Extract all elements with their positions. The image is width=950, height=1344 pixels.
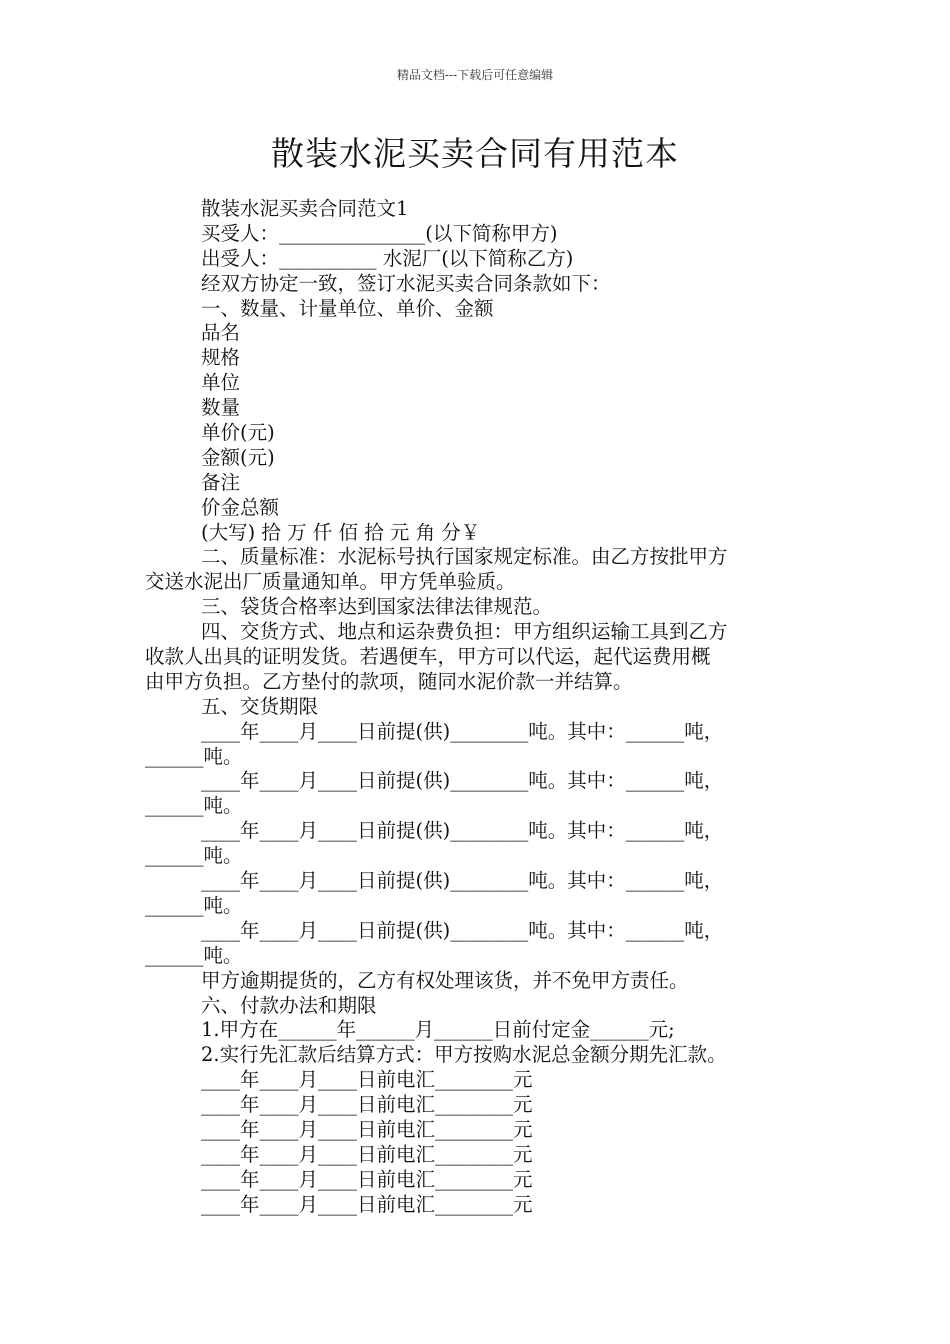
text-line: ____年____月____日前提(供)________吨。其中：______吨，: [201, 869, 724, 893]
text-line: ____年____月____日前电汇________元: [201, 1117, 533, 1141]
text-line: (大写) 拾 万 仟 佰 拾 元 角 分￥: [201, 520, 481, 544]
text-line: ____年____月____日前提(供)________吨。其中：______吨，: [201, 819, 724, 843]
text-line: 由甲方负担。乙方垫付的款项，随同水泥价款一并结算。: [145, 669, 633, 693]
text-line: 出受人：__________ 水泥厂(以下简称乙方): [201, 246, 574, 270]
text-line: ____年____月____日前电汇________元: [201, 1142, 533, 1166]
text-line: 五、交货期限: [201, 694, 319, 718]
text-line: 交送水泥出厂质量通知单。甲方凭单验质。: [145, 570, 516, 594]
text-line: ____年____月____日前提(供)________吨。其中：______吨，: [201, 918, 724, 942]
text-line: 1.甲方在______年______月______日前付定金______元;: [201, 1018, 675, 1042]
text-line: ______吨。: [145, 794, 243, 818]
text-line: 四、交货方式、地点和运杂费负担：甲方组织运输工具到乙方: [201, 620, 728, 644]
text-line: 备注: [201, 470, 241, 494]
text-line: ____年____月____日前电汇________元: [201, 1167, 533, 1191]
text-line: 甲方逾期提货的，乙方有权处理该货，并不免甲方责任。: [201, 968, 689, 992]
text-line: 规格: [201, 346, 241, 370]
text-line: ______吨。: [145, 844, 243, 868]
text-line: 一、数量、计量单位、单价、金额: [201, 296, 494, 320]
text-line: ____年____月____日前电汇________元: [201, 1068, 533, 1092]
text-line: ____年____月____日前电汇________元: [201, 1192, 533, 1216]
text-line: 六、付款办法和期限: [201, 993, 377, 1017]
text-line: ______吨。: [145, 744, 243, 768]
text-line: 三、袋货合格率达到国家法律法律规范。: [201, 595, 553, 619]
text-line: ____年____月____日前提(供)________吨。其中：______吨，: [201, 769, 724, 793]
text-line: 价金总额: [201, 495, 280, 519]
text-line: 单价(元): [201, 421, 275, 445]
document-body: [145, 197, 810, 1218]
text-line: ______吨。: [145, 893, 243, 917]
text-line: 收款人出具的证明发货。若遇便车，甲方可以代运，起代运费用概: [145, 645, 711, 669]
text-line: ____年____月____日前提(供)________吨。其中：______吨，: [201, 719, 724, 743]
text-line: ____年____月____日前电汇________元: [201, 1093, 533, 1117]
text-line: 品名: [201, 321, 241, 345]
header-note: 精品文档---下载后可任意编辑: [396, 68, 554, 82]
text-line: 经双方协定一致，签订水泥买卖合同条款如下：: [201, 271, 611, 295]
text-line: 散装水泥买卖合同范文1: [201, 197, 409, 220]
text-line: 2.实行先汇款后结算方式：甲方按购水泥总金额分期先汇款。: [201, 1043, 727, 1067]
text-line: ______吨。: [145, 943, 243, 967]
text-line: 金额(元): [201, 445, 275, 469]
document-title: 散装水泥买卖合同有用范本: [271, 134, 679, 173]
text-line: 二、质量标准：水泥标号执行国家规定标准。由乙方按批甲方: [201, 545, 728, 569]
text-line: 单位: [201, 371, 241, 395]
text-line: 买受人：_______________(以下简称甲方): [201, 221, 558, 245]
text-line: 数量: [201, 396, 241, 420]
